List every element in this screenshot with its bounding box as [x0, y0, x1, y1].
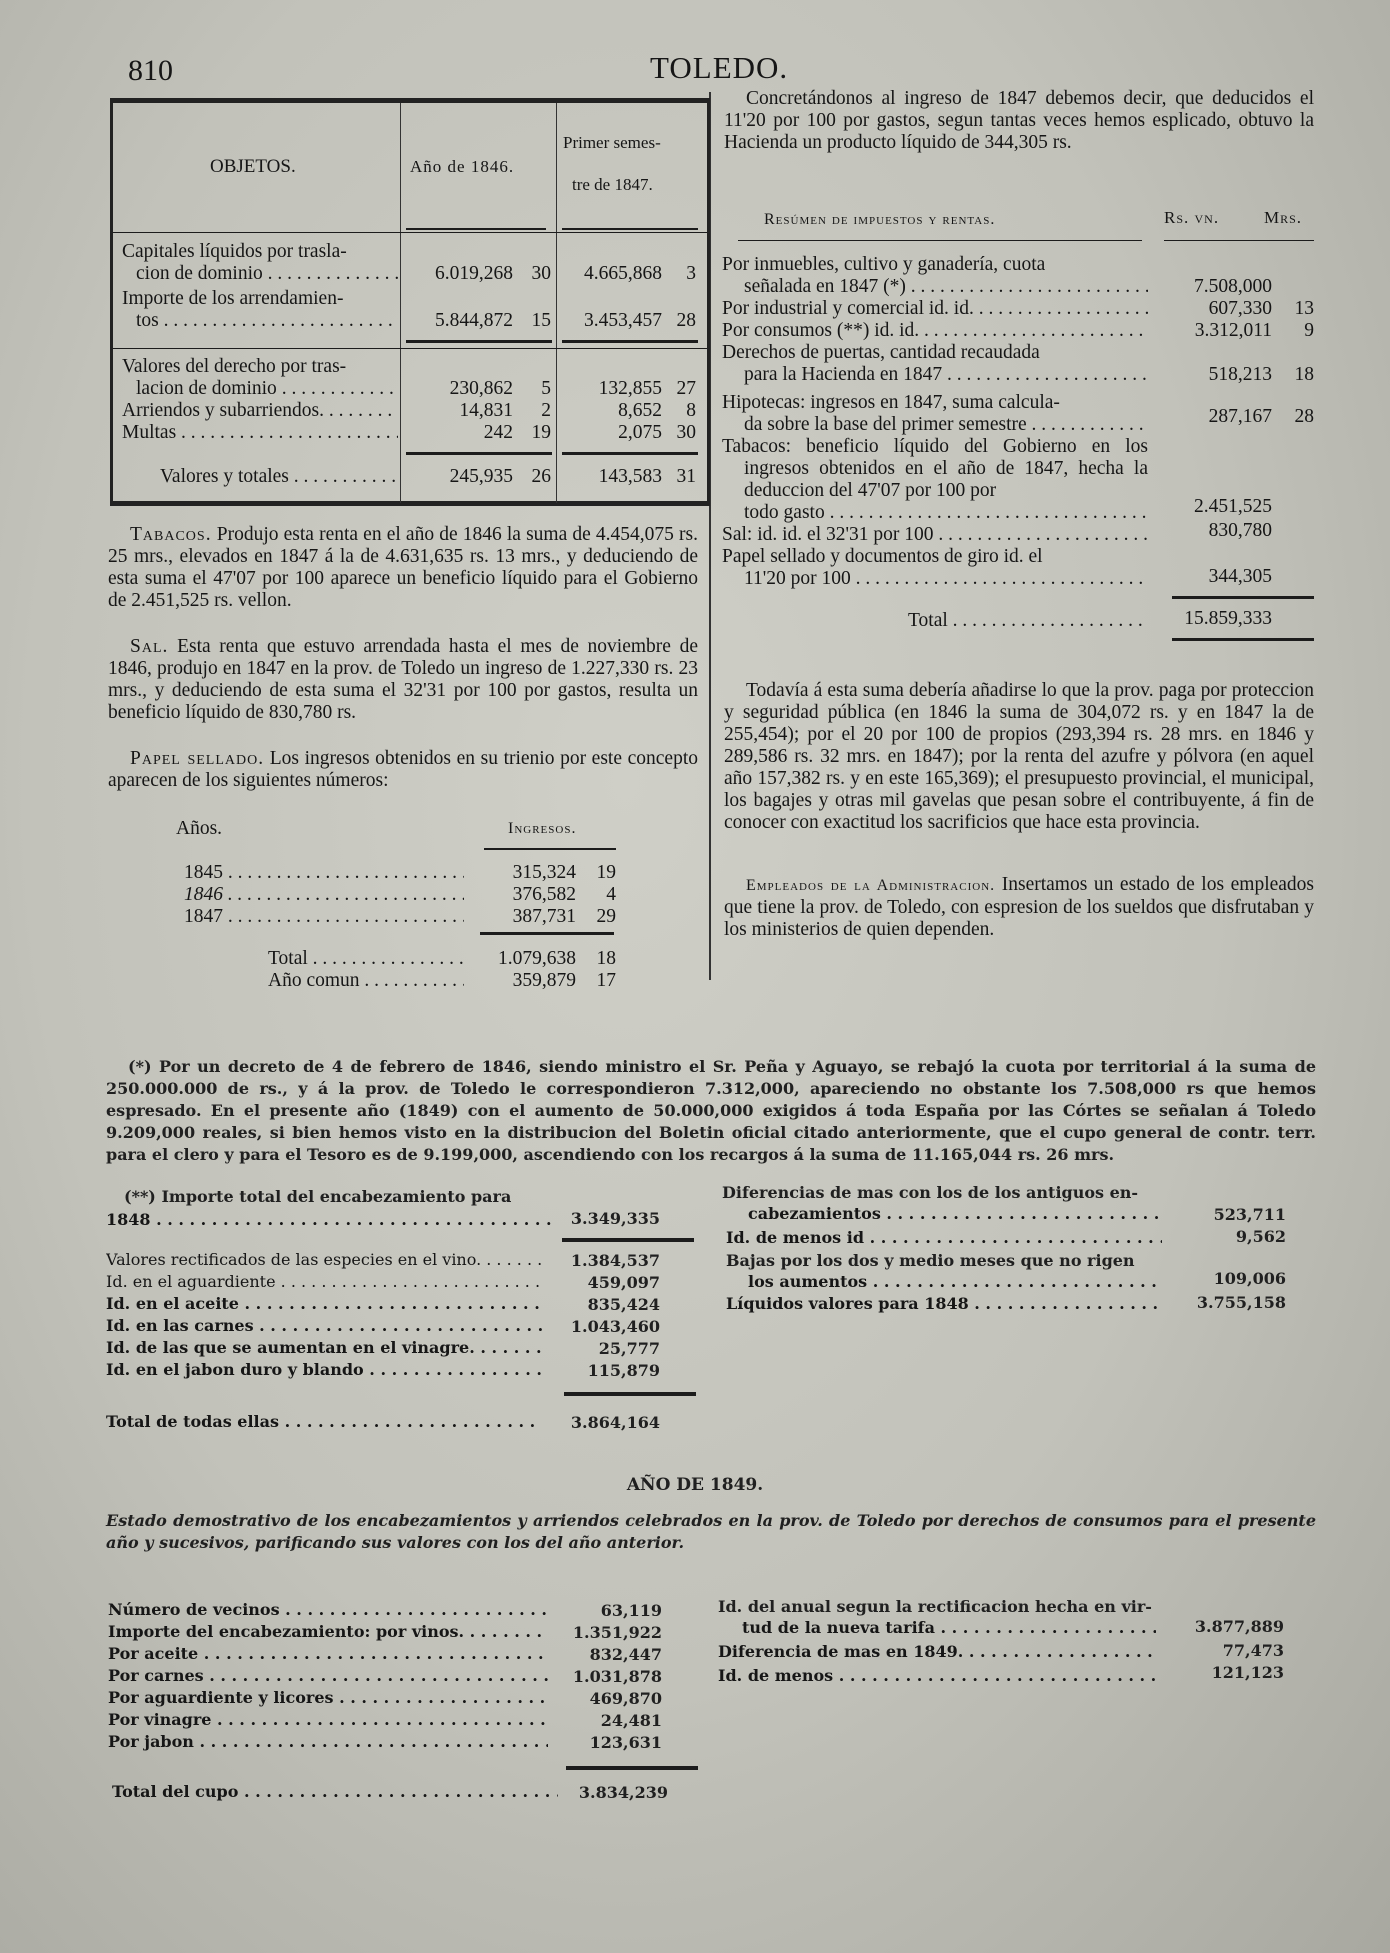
t1-row5-m1: 19	[531, 422, 551, 443]
sal-paragraph	[108, 636, 698, 724]
encab-right-row4-value: 3.755,158	[1196, 1293, 1286, 1312]
footnote-territorial: (*) Por un decreto de 4 de febrero de 1846, siendo ministro el Sr. Peña y Aguayo, se rebajó la cuota por territorial á la suma de 250.000.000 de rs., y á la prov. de Toledo le correspondieron 7.312,000, apareciendo no obstante los 7.508,000 rs que hemos espresado. En el presente año (1849) con el aumento de 50.000,000 exigidos á toda España por las Córtes se señalan á Toledo 9.209,000 reales, si bien hemos visto en la distribucion del Boletin oficial citado anteriormente, que el cupo general de contr. terr. para el clero y para el Tesoro es de 9.199,000, ascendiendo con los recargos á la suma de 11.165,044 rs. 26 mrs.	[106, 1057, 1316, 1164]
papel-comun-row: Año comun . . .	[268, 970, 464, 992]
papel-row-1846: 1846 . . .	[184, 884, 464, 906]
t1-row2: tos . . .	[122, 310, 398, 332]
papel-comun-value: 359,879	[512, 970, 576, 991]
ano-total-row: Total del cupo . . .	[112, 1782, 558, 1801]
res-row5-m: 28	[1294, 406, 1314, 427]
sal-body: Esta renta que estuvo arrendada hasta el mes de noviembre de 1846, produjo en 1847 en la prov. de Toledo un ingreso de 1.227,330 rs. 23 mrs., y deduciendo de esta suma el 32'31 por 100 por gastos, resulta un beneficio líquido de 830,780 rs.	[108, 636, 698, 723]
t1-row5-v1: 242	[483, 422, 513, 443]
tabacos-body: Produjo esta renta en el año de 1846 la suma de 4.454,075 rs. 25 mrs., elevados en 1847 á la de 4.631,635 rs. 13 mrs., y deduciendo de esta suma el 47'07 por 100 aparece un beneficio líquido para el Gobierno de 2.451,525 rs. vellon.	[108, 524, 698, 611]
res-row4-m: 18	[1294, 364, 1314, 385]
papel-total-value: 1.079,638	[498, 948, 576, 969]
papel-comun-mrs: 17	[596, 970, 616, 991]
ano-right-row2: Diferencia de mas en 1849. . . .	[718, 1642, 1156, 1661]
ano-1849-subtitle: Estado demostrativo de los encabezamientos y arriendos celebrados en la prov. de Toledo por derechos de consumos para el presente año y sucesivos, parificando sus valores con los del año anterior.	[106, 1511, 1316, 1552]
encab-head-value: 3.349,335	[570, 1209, 660, 1228]
t1-row1-v2: 4.665,868	[584, 263, 662, 284]
papel-total-mrs: 18	[596, 948, 616, 969]
t1-row3-v2: 132,855	[598, 378, 662, 399]
encab-head-a: (**) Importe total del encabezamiento para	[124, 1187, 512, 1206]
ano-row4: Por carnes . . .	[108, 1666, 548, 1685]
encab-row1-value: 1.384,537	[570, 1251, 660, 1270]
res-row4: para la Hacienda en 1847 . . .	[744, 364, 1148, 386]
encab-row6-value: 115,879	[587, 1361, 660, 1380]
t1-row5-m2: 30	[676, 422, 696, 443]
t1-row3-m1: 5	[541, 378, 551, 399]
papel-mrs-1846: 4	[606, 884, 616, 905]
ano-right-row1: tud de la nueva tarifa . . .	[742, 1618, 1156, 1637]
sal-head: Sal.	[130, 636, 169, 657]
t1-row2-m1: 15	[531, 310, 551, 331]
papel-head: Papel sellado.	[130, 748, 265, 769]
ano-row3-value: 832,447	[589, 1645, 662, 1664]
papel-mrs-1845: 19	[596, 862, 616, 883]
encab-right-row3: los aumentos . . .	[748, 1272, 1162, 1291]
resumen-col-rs: Rs. vn.	[1164, 208, 1220, 227]
empleados-head: Empleados de la Administracion.	[746, 877, 996, 894]
res-row4-v: 518,213	[1208, 364, 1272, 385]
res-row7: Sal: id. id. el 32'31 por 100 . . .	[722, 524, 1148, 546]
ano-right-row3-value: 121,123	[1211, 1663, 1284, 1682]
t1-row3-l1: Valores del derecho por tras-	[122, 356, 347, 377]
empleados-body: Insertamos un estado de los empleados que tiene la prov. de Toledo, con espresion de los sueldos que disfrutaban y los ministerios de quien dependen.	[724, 874, 1315, 940]
papel-val-1846: 376,582	[512, 884, 576, 905]
t1-total-v1: 245,935	[449, 466, 513, 487]
t1-row4-v2: 8,652	[618, 400, 662, 421]
encab-right-row1-value: 523,711	[1213, 1205, 1286, 1224]
encab-row4: Id. en las carnes . . .	[106, 1316, 542, 1335]
ano-row5: Por aguardiente y licores . . .	[108, 1688, 548, 1707]
papel-val-1845: 315,324	[512, 862, 576, 883]
ano-row3: Por aceite . . .	[108, 1644, 548, 1663]
encab-row4-value: 1.043,460	[570, 1317, 660, 1336]
encab-right-row1: cabezamientos . . .	[748, 1204, 1162, 1223]
t1-row2-v2: 3.453,457	[584, 310, 662, 331]
encab-row5-value: 25,777	[598, 1339, 660, 1358]
t1-row4-v1: 14,831	[459, 400, 513, 421]
papel-row-1847: 1847 . . .	[184, 906, 464, 928]
res-row5: da sobre la base del primer semestre . . .	[744, 414, 1148, 436]
papel-row-1845: 1845 . . .	[184, 862, 464, 884]
col-objetos: OBJETOS.	[210, 156, 296, 177]
t1-total-m1: 26	[531, 466, 551, 487]
res-row1-v: 7.508,000	[1194, 276, 1272, 297]
col-1847-a: Primer semes-	[563, 133, 661, 152]
t1-total-v2: 143,583	[598, 466, 662, 487]
papel-val-1847: 387,731	[512, 906, 576, 927]
ano-row1: Número de vecinos . . .	[108, 1600, 548, 1619]
t1-row2-l1: Importe de los arrendamien-	[122, 288, 344, 309]
ano-total-value: 3.834,239	[578, 1783, 668, 1802]
col-1846: Año de 1846.	[410, 157, 515, 176]
papel-body: Los ingresos obtenidos en su trienio por este concepto aparecen de los siguientes números:	[108, 748, 698, 791]
ano-row2-value: 1.351,922	[572, 1623, 662, 1642]
t1-row5-v2: 2,075	[618, 422, 662, 443]
encab-right-row2-value: 9,562	[1235, 1227, 1286, 1246]
ano-row5-value: 469,870	[589, 1689, 662, 1708]
papel-col-anos: Años.	[176, 818, 223, 839]
ano-right-row1-value: 3.877,889	[1194, 1617, 1284, 1636]
t1-row3-v1: 230,862	[449, 378, 513, 399]
t1-row2-m2: 28	[676, 310, 696, 331]
encab-right-row3-l1: Bajas por los dos y medio meses que no rigen	[726, 1251, 1135, 1270]
papel-total-row: Total . . .	[268, 948, 464, 970]
resumen-col-mrs: Mrs.	[1264, 208, 1303, 227]
resumen-head: Resúmen de impuestos y rentas.	[764, 211, 996, 228]
res-row5-l1: Hipotecas: ingresos en 1847, suma calcula-	[722, 392, 1060, 413]
ano-right-row2-value: 77,473	[1222, 1641, 1284, 1660]
encab-total-value: 3.864,164	[570, 1413, 660, 1432]
tabacos-paragraph	[108, 524, 698, 612]
res-row7-v: 830,780	[1208, 520, 1272, 541]
papel-paragraph	[108, 748, 698, 792]
ano-row7: Por jabon . . .	[108, 1732, 548, 1751]
res-total-row: Total . . .	[908, 610, 1148, 632]
ano-row1-value: 63,119	[600, 1601, 662, 1620]
res-row2: Por industrial y comercial id. id. . . .	[722, 298, 1148, 320]
res-row8-v: 344,305	[1208, 566, 1272, 587]
res-row6-l1: Tabacos: beneficio líquido del Gobierno en los ingresos obtenidos en el año de 1847, hecha la deduccion del 47'07 por 100 por	[722, 436, 1148, 501]
res-row6-v: 2.451,525	[1194, 496, 1272, 517]
encab-total-row: Total de todas ellas . . .	[106, 1412, 542, 1431]
res-total-value: 15.859,333	[1184, 608, 1272, 629]
encab-right-row4: Líquidos valores para 1848 . . .	[726, 1294, 1162, 1313]
t1-row2-v1: 5.844,872	[435, 310, 513, 331]
t1-row4-m2: 8	[686, 400, 696, 421]
res-row8: 11'20 por 100 . . .	[744, 568, 1148, 590]
encab-right-row2: Id. de menos id . . .	[726, 1228, 1162, 1247]
res-row3-m: 9	[1304, 320, 1314, 341]
tabacos-head: Tabacos.	[130, 524, 212, 545]
t1-row1: cion de dominio . . .	[122, 263, 398, 285]
res-row1: señalada en 1847 (*) . . .	[744, 276, 1148, 298]
res-row5-v: 287,167	[1208, 406, 1272, 427]
ano-row2: Importe del encabezamiento: por vinos. . . .	[108, 1622, 548, 1641]
t1-row1-m2: 3	[686, 263, 696, 284]
res-row8-l1: Papel sellado y documentos de giro id. el	[722, 546, 1043, 567]
encab-row3: Id. en el aceite . . .	[106, 1294, 542, 1313]
t1-row3: lacion de dominio . . .	[122, 378, 398, 400]
encab-row5: Id. de las que se aumentan en el vinagre. . . .	[106, 1338, 542, 1357]
encab-row6: Id. en el jabon duro y blando . . .	[106, 1360, 542, 1379]
ano-row6: Por vinagre . . .	[108, 1710, 548, 1729]
t1-row1-v1: 6.019,268	[435, 263, 513, 284]
ano-row6-value: 24,481	[600, 1711, 662, 1730]
encab-right-row3-value: 109,006	[1213, 1269, 1286, 1288]
t1-row4: Arriendos y subarriendos. . . .	[122, 400, 398, 422]
todavia-paragraph: Todavía á esta suma debería añadirse lo que la prov. paga por proteccion y seguridad pública (en 1846 la suma de 304,072 rs. y en 1847 la de 255,454); por el 20 por 100 de propios (293,394 rs. 28 mrs. en 1846 y 289,586 rs. 32 mrs. en 1847); por la renta del azufre y pólvora (en aquel año 157,382 rs. y en este 165,369); el presupuesto provincial, el municipal, los bagajes y otras mil gavelas que pesan sobre el contribuyente, á fin de conocer con exactitud los sacrificios que hace esta provincia.	[724, 680, 1314, 833]
ano-right-row3: Id. de menos . . .	[718, 1666, 1156, 1685]
res-row2-m: 13	[1294, 298, 1314, 319]
t1-total-row: Valores y totales . . .	[160, 466, 398, 488]
t1-row3-m2: 27	[676, 378, 696, 399]
page-number: 810	[128, 54, 173, 87]
t1-row5: Multas . . .	[122, 422, 398, 444]
encab-row3-value: 835,424	[587, 1295, 660, 1314]
t1-row1-l1: Capitales líquidos por trasla-	[122, 241, 347, 262]
t1-row1-m1: 30	[531, 263, 551, 284]
col-1847-b: tre de 1847.	[572, 175, 653, 194]
t1-row4-m1: 2	[541, 400, 551, 421]
empleados-paragraph	[724, 874, 1314, 941]
encab-row2-value: 459,097	[587, 1273, 660, 1292]
running-head: TOLEDO.	[650, 50, 789, 85]
ano-row4-value: 1.031,878	[572, 1667, 662, 1686]
intro-paragraph: Concretándonos al ingreso de 1847 debemos decir, que deducidos el 11'20 por 100 por gastos, segun tantas veces hemos esplicado, obtuvo la Hacienda un producto líquido de 344,305 rs.	[724, 88, 1314, 153]
ano-row7-value: 123,631	[589, 1733, 662, 1752]
encab-row2: Id. en el aguardiente . . .	[106, 1272, 542, 1291]
encab-row1: Valores rectificados de las especies en el vino. . . .	[106, 1250, 542, 1269]
t1-total-m2: 31	[676, 466, 696, 487]
res-row6: todo gasto . . .	[744, 502, 1148, 524]
papel-mrs-1847: 29	[596, 906, 616, 927]
ano-1849-title: AÑO DE 1849.	[626, 1475, 764, 1495]
ano-right-row1-l1: Id. del anual segun la rectificacion hecha en vir-	[718, 1597, 1152, 1616]
res-row1-l1: Por inmuebles, cultivo y ganadería, cuota	[722, 254, 1046, 275]
papel-col-ingresos: Ingresos.	[508, 820, 577, 837]
encab-right-row1-l1: Diferencias de mas con los de los antiguos en-	[722, 1183, 1139, 1202]
res-row3: Por consumos (**) id. id. . . .	[722, 320, 1148, 342]
res-row4-l1: Derechos de puertas, cantidad recaudada	[722, 342, 1040, 363]
res-row2-v: 607,330	[1208, 298, 1272, 319]
encab-head-row: 1848 . . .	[106, 1210, 558, 1229]
res-row3-v: 3.312,011	[1194, 320, 1272, 341]
